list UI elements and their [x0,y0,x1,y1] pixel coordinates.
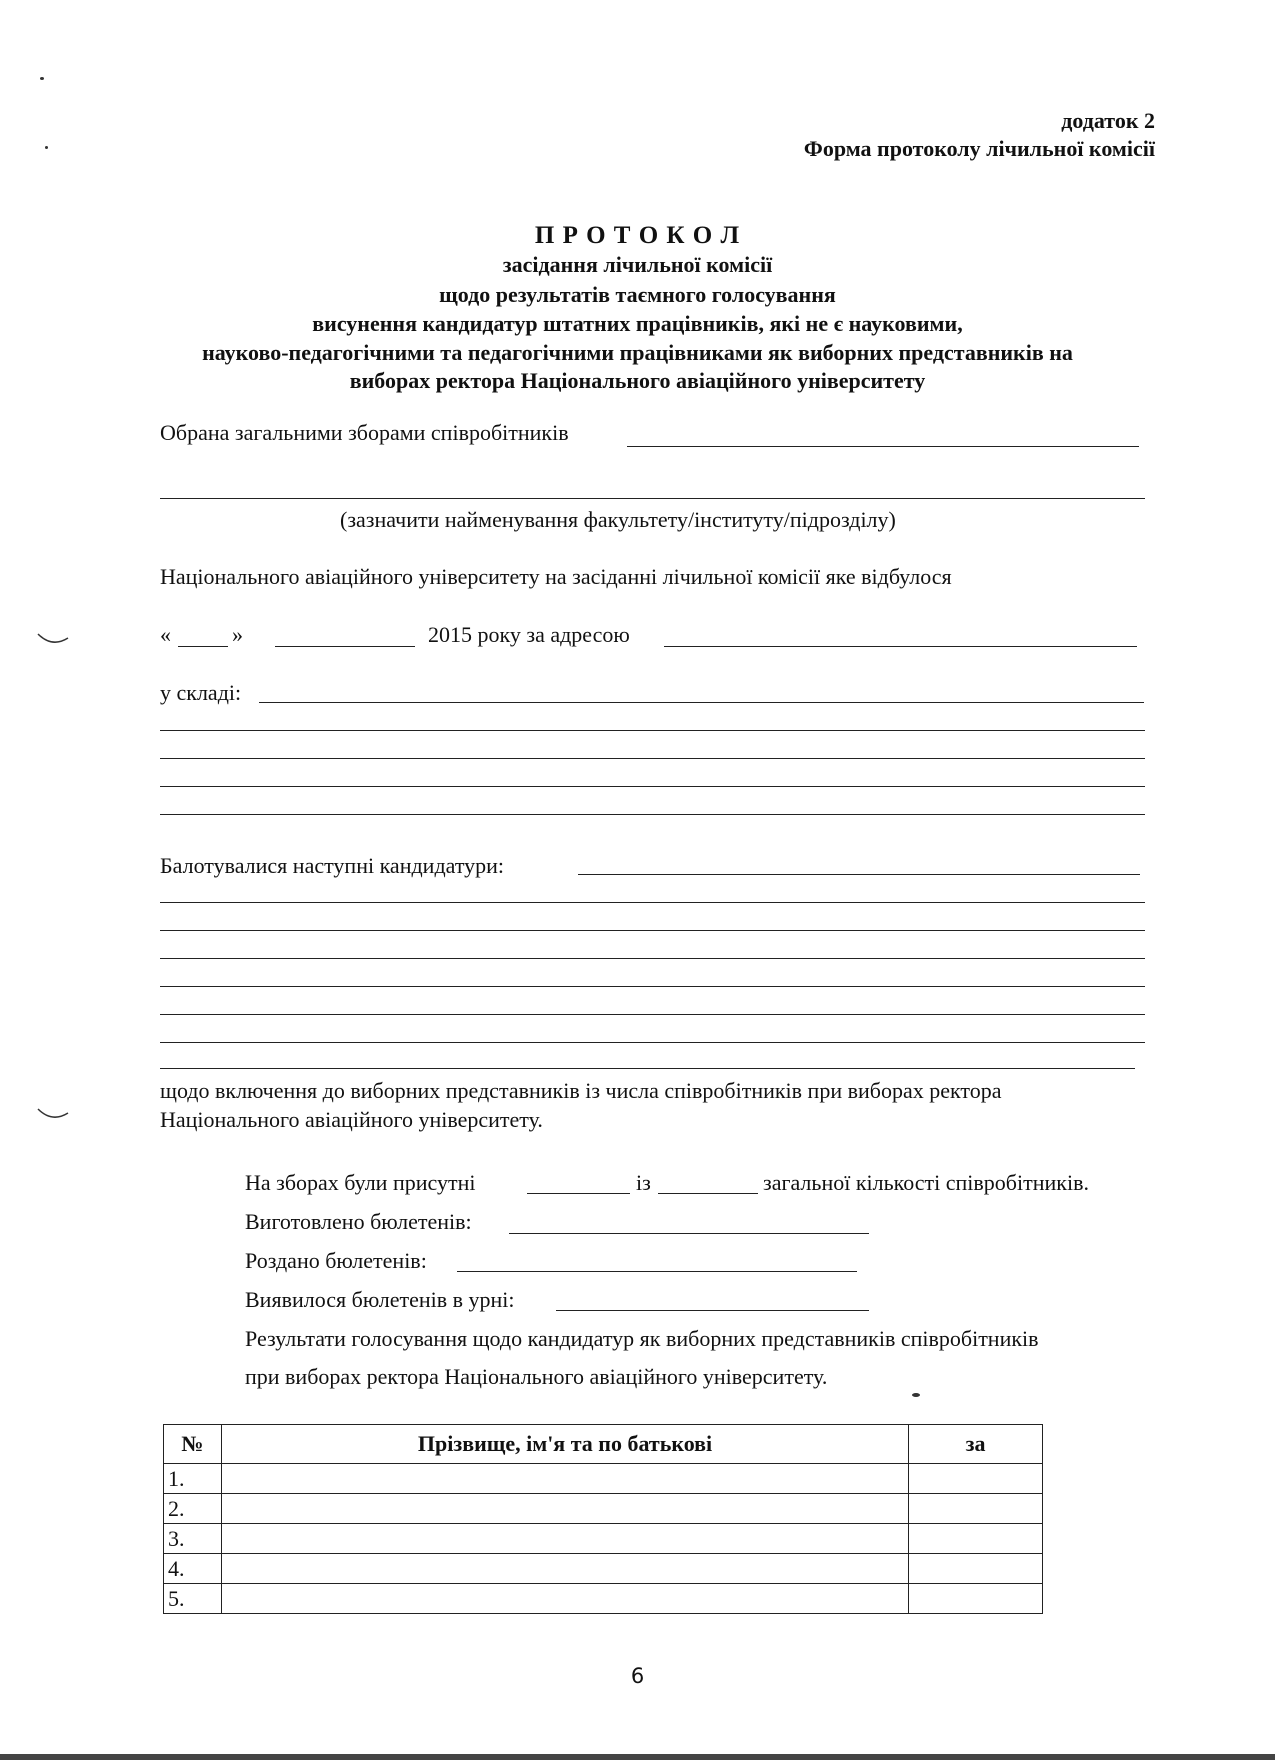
table-row [164,1584,1043,1614]
table-row [164,1554,1043,1584]
row-number: 5. [164,1584,222,1614]
scan-bottom-edge [0,1754,1275,1760]
unit-field[interactable] [160,498,1145,499]
elected-by-field[interactable] [627,446,1139,447]
month-field[interactable] [275,646,415,647]
column-header-name: Прізвище, ім'я та по батькові [221,1425,908,1464]
title-line-3: висунення кандидатур штатних працівників, які не є науковими, [312,311,963,336]
votes-for-cell[interactable] [909,1464,1043,1494]
votes-for-cell[interactable] [909,1584,1043,1614]
ballots-urn-label: Виявилося бюлетенів в урні: [245,1287,515,1312]
protocol-title: П Р О Т О К О Л [534,222,741,249]
composition-field-4[interactable] [160,786,1145,787]
column-header-number: № [164,1425,222,1464]
total-field[interactable] [658,1193,758,1194]
composition-field-5[interactable] [160,814,1145,815]
row-number: 2. [164,1494,222,1524]
name-cell[interactable] [221,1554,908,1584]
ballots-made-label: Виготовлено бюлетенів: [245,1209,472,1234]
results-table [163,1424,1043,1614]
address-field[interactable] [664,646,1137,647]
candidates-field-4[interactable] [160,958,1145,959]
ballots-urn-field[interactable] [556,1310,869,1311]
scan-mark-arc-icon [36,630,70,650]
votes-for-cell[interactable] [909,1554,1043,1584]
table-row [164,1464,1043,1494]
ballots-issued-field[interactable] [457,1271,857,1272]
candidates-field-3[interactable] [160,930,1145,931]
meeting-text: Національного авіаційного університету на засіданні лічильної комісії яке відбулося [160,564,952,589]
name-cell[interactable] [221,1464,908,1494]
votes-for-cell[interactable] [909,1494,1043,1524]
title-line-5: виборах ректора Національного авіаційного університету [349,368,926,393]
votes-for-cell[interactable] [909,1524,1043,1554]
quote-open: « [160,622,171,647]
row-number: 4. [164,1554,222,1584]
elected-by-label: Обрана загальними зборами співробітників [160,420,569,445]
candidates-field-2[interactable] [160,902,1145,903]
candidates-field-8[interactable] [160,1068,1135,1069]
composition-field-2[interactable] [160,730,1145,731]
form-name: Форма протоколу лічильної комісії [803,136,1155,161]
ballots-made-field[interactable] [509,1233,869,1234]
total-label: загальної кількості співробітників. [763,1170,1089,1195]
scan-speck [40,77,44,80]
candidates-field-5[interactable] [160,986,1145,987]
quote-close: » [232,622,243,647]
inclusion-line-1: щодо включення до виборних представників із числа співробітників при виборах ректора [160,1078,1002,1103]
composition-label: у складі: [160,680,242,705]
scan-speck [45,146,48,149]
unit-hint: (зазначити найменування факультету/інституту/підрозділу) [340,507,896,532]
candidates-field-6[interactable] [160,1014,1145,1015]
name-cell[interactable] [221,1524,908,1554]
inclusion-line-2: Національного авіаційного університету. [160,1107,543,1132]
page-number: 6 [630,1664,645,1688]
scan-mark-arc-icon [36,1105,70,1125]
table-row [164,1524,1043,1554]
candidates-field-1[interactable] [578,874,1140,875]
appendix-label: додаток 2 [1061,108,1155,133]
present-label: На зборах були присутні [245,1170,476,1195]
of-label: із [636,1170,651,1195]
year-address-label: 2015 року за адресою [428,622,630,647]
scan-speck [912,1393,920,1397]
candidates-field-7[interactable] [160,1042,1145,1043]
row-number: 1. [164,1464,222,1494]
composition-field-1[interactable] [259,702,1144,703]
ballots-issued-label: Роздано бюлетенів: [245,1248,427,1273]
present-field[interactable] [527,1193,630,1194]
results-line-2: при виборах ректора Національного авіаційного університету. [245,1364,828,1389]
table-row [164,1494,1043,1524]
column-header-for: за [909,1425,1043,1464]
day-field[interactable] [178,646,228,647]
title-line-2: щодо результатів таємного голосування [439,282,836,307]
table-header-row [164,1425,1043,1464]
candidates-label: Балотувалися наступні кандидатури: [160,853,505,878]
name-cell[interactable] [221,1494,908,1524]
row-number: 3. [164,1524,222,1554]
results-line-1: Результати голосування щодо кандидатур як виборних представників співробітників [245,1326,1039,1351]
title-line-1: засідання лічильної комісії [502,252,773,277]
name-cell[interactable] [221,1584,908,1614]
title-line-4: науково-педагогічними та педагогічними працівниками як виборних представників на [202,340,1073,365]
composition-field-3[interactable] [160,758,1145,759]
